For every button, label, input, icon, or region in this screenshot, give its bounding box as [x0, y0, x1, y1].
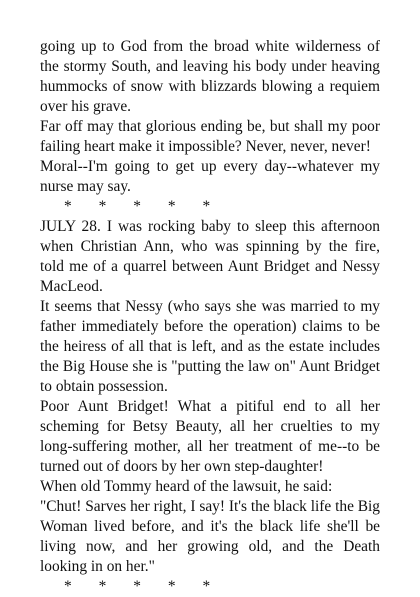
paragraph-5: It seems that Nessy (who says she was married to my father immediately before the operation) claims to be the heiress of all that is left, and as the estate includes the Big House she is "putting the law on" Aunt Bridget to obtain possession.	[40, 298, 380, 395]
paragraph-1: going up to God from the broad white wilderness of the stormy South, and leaving his body under heaving hummocks of snow with blizzards blowing a requiem over his grave.	[40, 38, 380, 115]
paragraph-7: When old Tommy heard of the lawsuit, he said:	[40, 478, 333, 495]
paragraph-4: JULY 28. I was rocking baby to sleep this afternoon when Christian Ann, who was spinning by the fire, told me of a quarrel between Aunt Bridget and Nessy MacLeod.	[40, 218, 380, 295]
document-page	[40, 37, 380, 597]
paragraph-2: Far off may that glorious ending be, but shall my poor failing heart make it impossible? Never, never, never!	[40, 118, 380, 155]
section-separator-1: * * * * *	[64, 198, 211, 215]
paragraph-3: Moral--I'm going to get up every day--whatever my nurse may say.	[40, 158, 380, 195]
paragraph-6: Poor Aunt Bridget! What a pitiful end to all her scheming for Betsy Beauty, all her cruelties to my long-suffering mother, all her treatment of me--to be turned out of doors by her own step-daughter!	[40, 398, 380, 475]
section-separator-2: * * * * *	[64, 578, 211, 595]
paragraph-8: "Chut! Sarves her right, I say! It's the black life the Big Woman lived before, and it's the black life she'll be living now, and her growing old, and the Death looking in on her."	[40, 498, 380, 575]
